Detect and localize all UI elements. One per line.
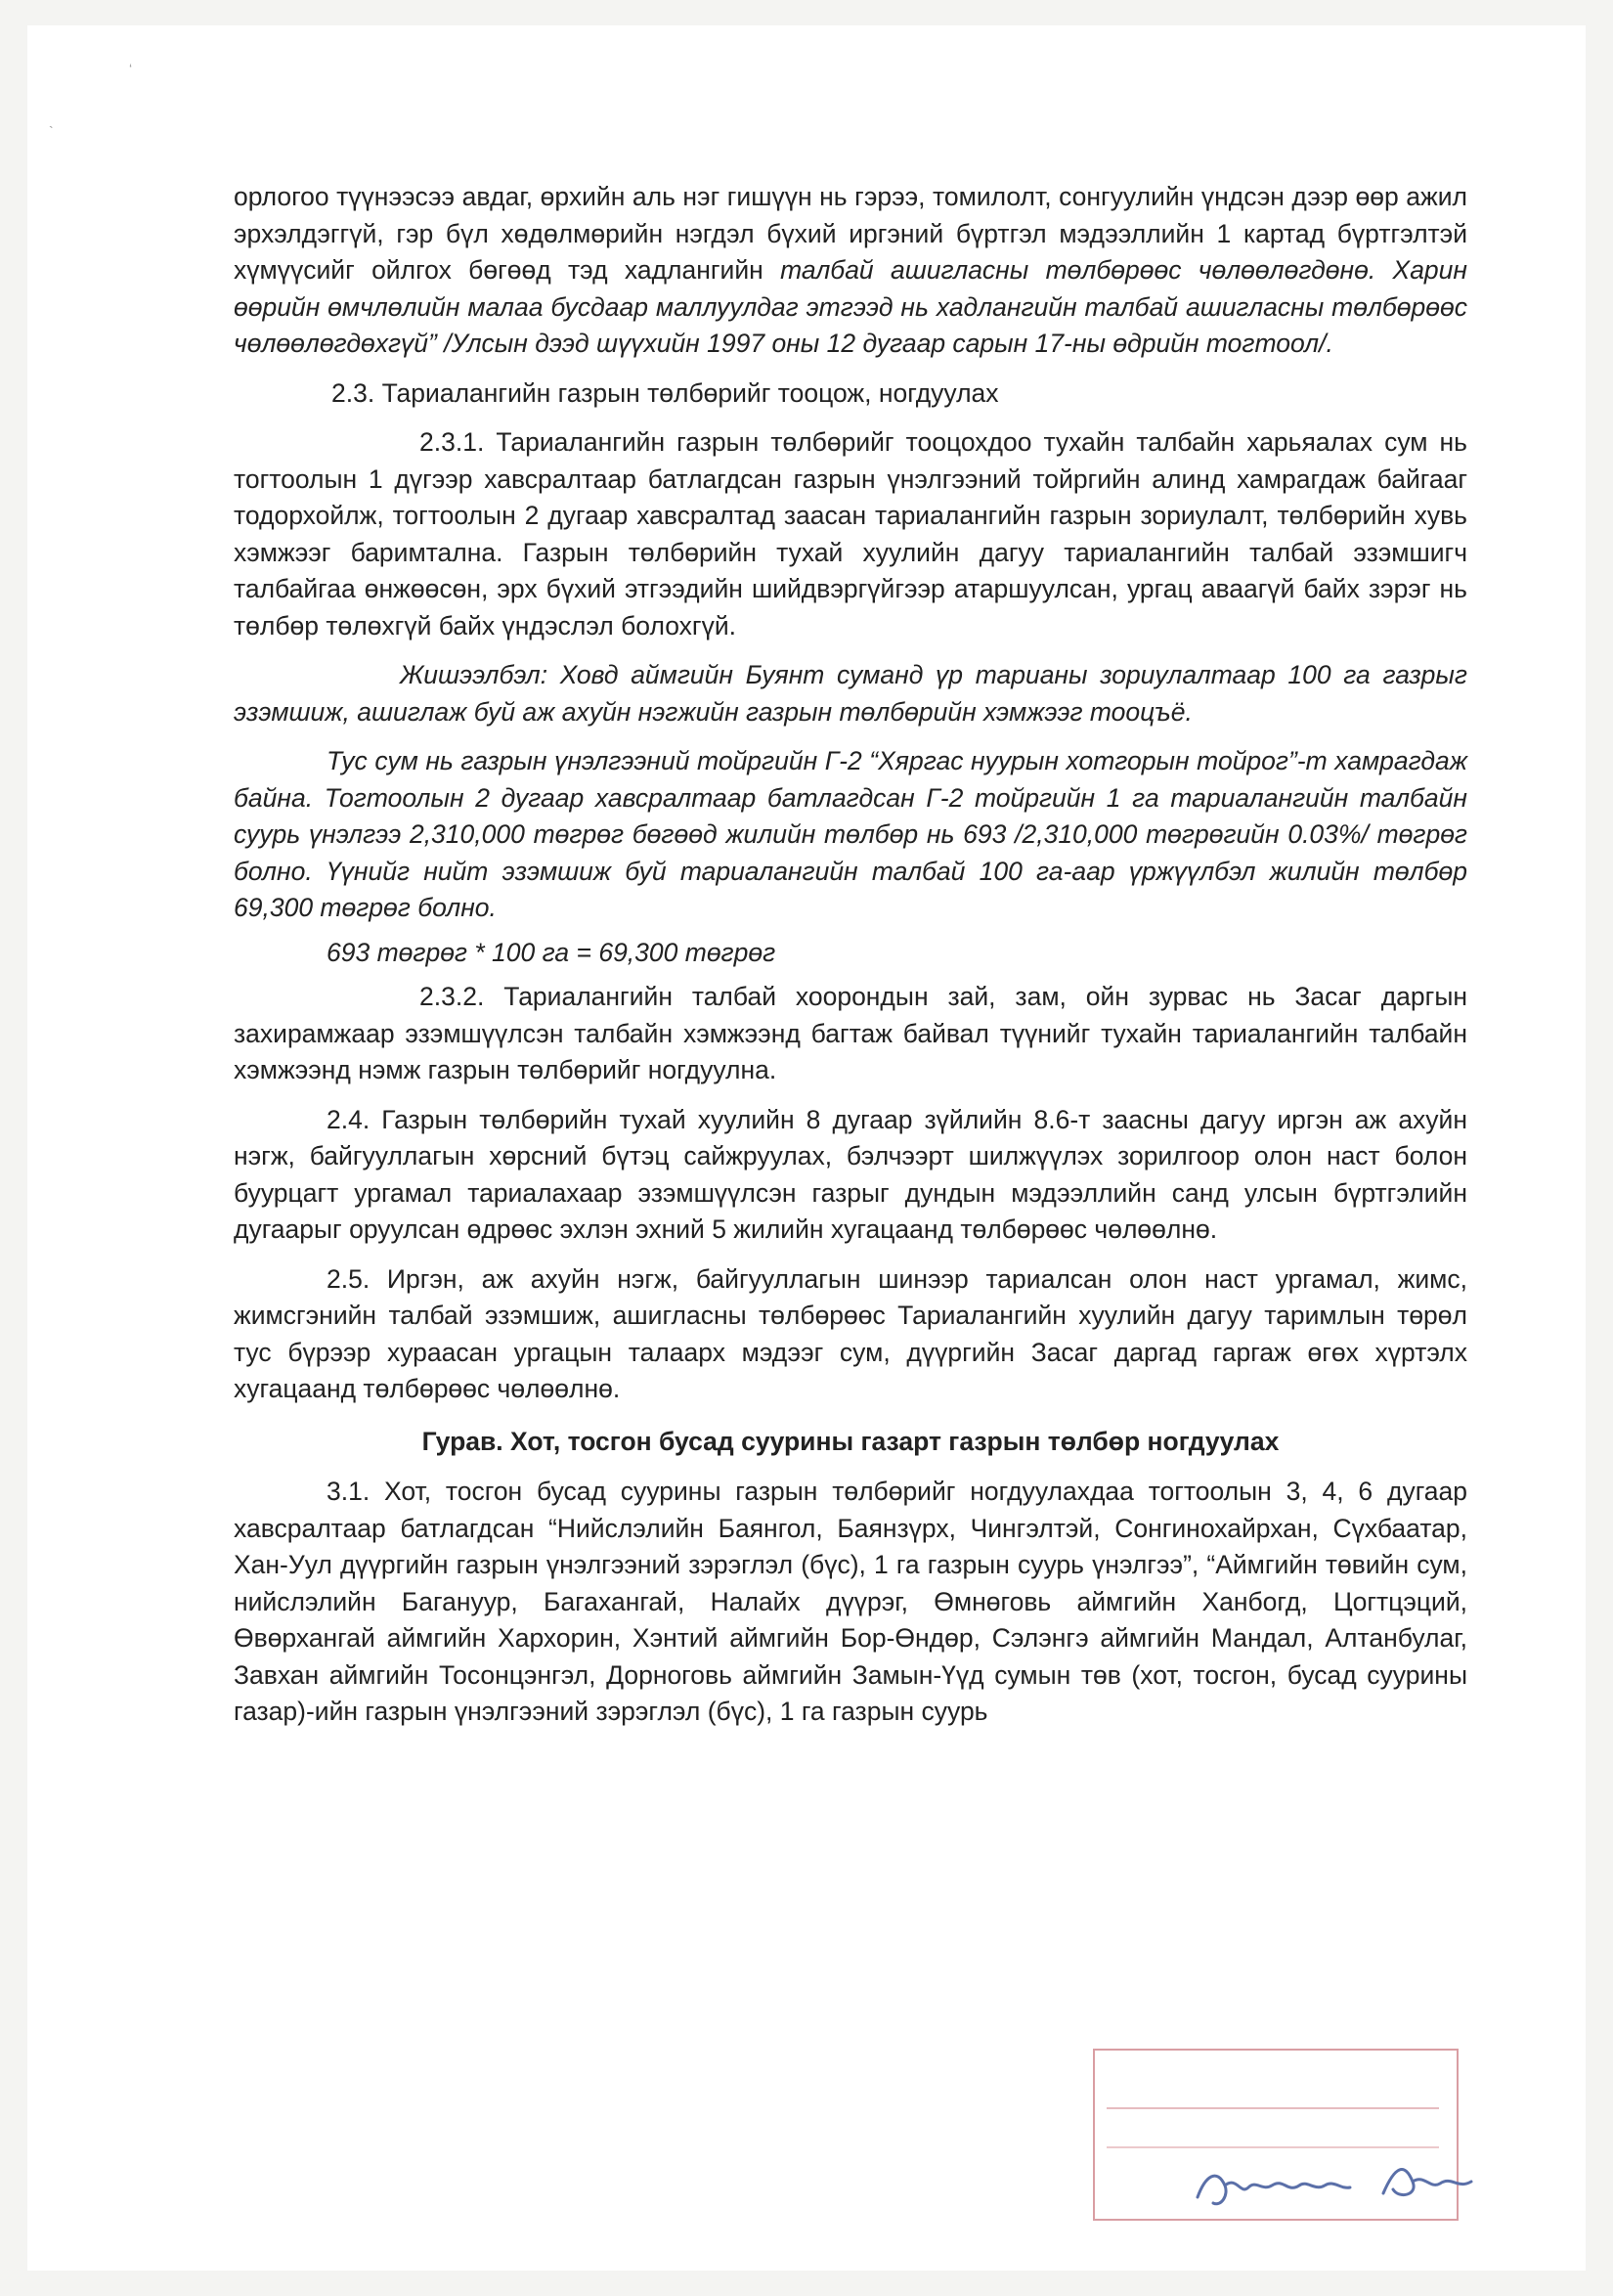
section-3-heading: Гурав. Хот, тосгон бусад суурины газарт газрын төлбөр ногдуулах [421,1426,1280,1456]
paragraph-2-3-2: 2.3.2. Тариалангийн талбай хоорондын зай, зам, ойн зурвас нь Засаг даргын захирамжаар эзэмшүүлсэн талбайн хэмжээнд багтаж байвал түүнийг тухайн тариалангийн талбайн хэмжээнд нэмж газрын төлбөрийг ногдуулна. [234,982,1467,1084]
document-body [234,179,1467,1731]
paragraph-2-5: 2.5. Иргэн, аж ахуйн нэгж, байгууллагын шинээр тариалсан олон наст ургамал, жимс, жимсгэнийн талбай эзэмшиж, ашигласны төлбөрөөс Тариалангийн хуулийн дагуу таримлын төрөл тус бүрээр хураасан ургацын талаарх мэдээг сум, дүүргийн Засаг даргад гаргаж өгөх хүртэлх хугацаанд төлбөрөөс чөлөөлнө. [234,1263,1467,1403]
scan-mark: ` [49,123,54,139]
section-2-3-title: 2.3. Тариалангийн газрын төлбөрийг тооцож, ногдуулах [331,377,999,408]
paragraph-3-1: 3.1. Хот, тосгон бусад суурины газрын төлбөрийг ногдуулахдаа тогтоолын 3, 4, 6 дугаар хавсралтаар батлагдсан “Нийслэлийн Баянгол, Баянзүрх, Чингэлтэй, Сонгинохайрхан, Сүхбаатар, Хан-Уул дүүргийн газрын үнэлгээний зэрэглэл (бүс), 1 га газрын суурь үнэлгээ”, “Аймгийн төвийн сум, нийслэлийн Багануур, Багахангай, Налайх дүүрэг, Өмнөговь аймгийн Ханбогд, Цогтцэций, Өвөрхангай аймгийн Хархорин, Хэнтий аймгийн Бор-Өндөр, Сэлэнгэ аймгийн Мандал, Алтанбулаг, Завхан аймгийн Тосонцэнгэл, Дорноговь аймгийн Замын-Үүд сумын төв (хот, тосгон, бусад суурины газар)-ийн газрын үнэлгээний зэрэглэл (бүс), 1 га газрын суурь [234,1477,1467,1726]
formula-line: 693 төгрөг * 100 га = 69,300 төгрөг [327,937,776,967]
scan-mark: ‘ [129,61,133,76]
paragraph-intro: орлогоо түүнээсээ авдаг, өрхийн аль нэг гишүүн нь гэрээ, томилолт, сонгуулийн үндсэн дээр өөр ажил эрхэлдэггүй, гэр бүл хөдөлмөрийн нэгдэл бүхий иргэний бүртгэл мэдээллийн 1 картад бүртгэлтэй хүмүүсийг ойлгох бөгөөд тэд хадлангийн талбай ашигласны төлбөрөөс чөлөөлөгдөнө. Харин өөрийн өмчлөлийн малаа бусдаар маллуулдаг этгээд нь хадлангийн талбай ашигласны төлбөрөөс чөлөөлөгдөхгүй” /Улсын дээд шүүхийн 1997 оны 12 дугаар сарын 17-ны өдрийн тогтоол/. [234,182,1467,358]
paragraph-2-4: 2.4. Газрын төлбөрийн тухай хуулийн 8 дугаар зүйлийн 8.6-т заасны дагуу иргэн аж ахуйн нэгж, байгууллагын хөрсний бүтэц сайжруулах, бэлчээрт шилжүүлэх зорилгоор олон наст болон буурцагт ургамал тариалахаар эзэмшүүлсэн газрыг дундын мэдээллийн санд улсын бүртгэлийн дугаарыг оруулсан өдрөөс эхлэн эхний 5 жилийн хугацаанд төлбөрөөс чөлөөлнө. [234,1104,1467,1244]
paragraph-example-calculation: Тус сум нь газрын үнэлгээний тойргийн Г-2 “Хяргас нуурын хотгорын тойрог”-т хамрагдаж байна. Тогтоолын 2 дугаар хавсралтаар батлагдсан Г-2 тойргийн 1 га тариалангийн талбайн суурь үнэлгээ 2,310,000 төгрөг бөгөөд жилийн төлбөр нь 693 /2,310,000 төгрөгийн 0.03%/ төгрөг болно. Үүнийг нийт эзэмшиж буй тариалангийн талбай 100 га-аар үржүүлбэл жилийн төлбөр 69,300 төгрөг болно. [234,746,1467,922]
paragraph-example: Жишээлбэл: Ховд аймгийн Буянт суманд үр тарианы зориулалтаар 100 га газрыг эзэмшиж, ашиглаж буй аж ахуйн нэгжийн газрын төлбөрийн хэмжээг тооцъё. [234,660,1467,727]
handwritten-signature [1178,2146,1491,2215]
paragraph-2-3-1: 2.3.1. Тариалангийн газрын төлбөрийг тооцохдоо тухайн талбайн харьяалах сум нь тогтоолын 1 дүгээр хавсралтаар батлагдсан газрын үнэлгээний тойргийн алинд хамрагдаж байгааг тодорхойлж, тогтоолын 2 дугаар хавсралтад заасан тариалангийн газрын зориулалт, төлбөрийн хувь хэмжээг баримтална. Газрын төлбөрийн тухай хуулийн дагуу тариалангийн талбай эзэмшигч талбайгаа өнжөөсөн, эрх бүхий этгээдийн шийдвэргүйгээр атаршуулсан, ургац аваагүй байх зэрэг нь төлбөр төлөхгүй байх үндэслэл болохгүй. [234,427,1467,640]
stamp-line [1107,2107,1439,2109]
